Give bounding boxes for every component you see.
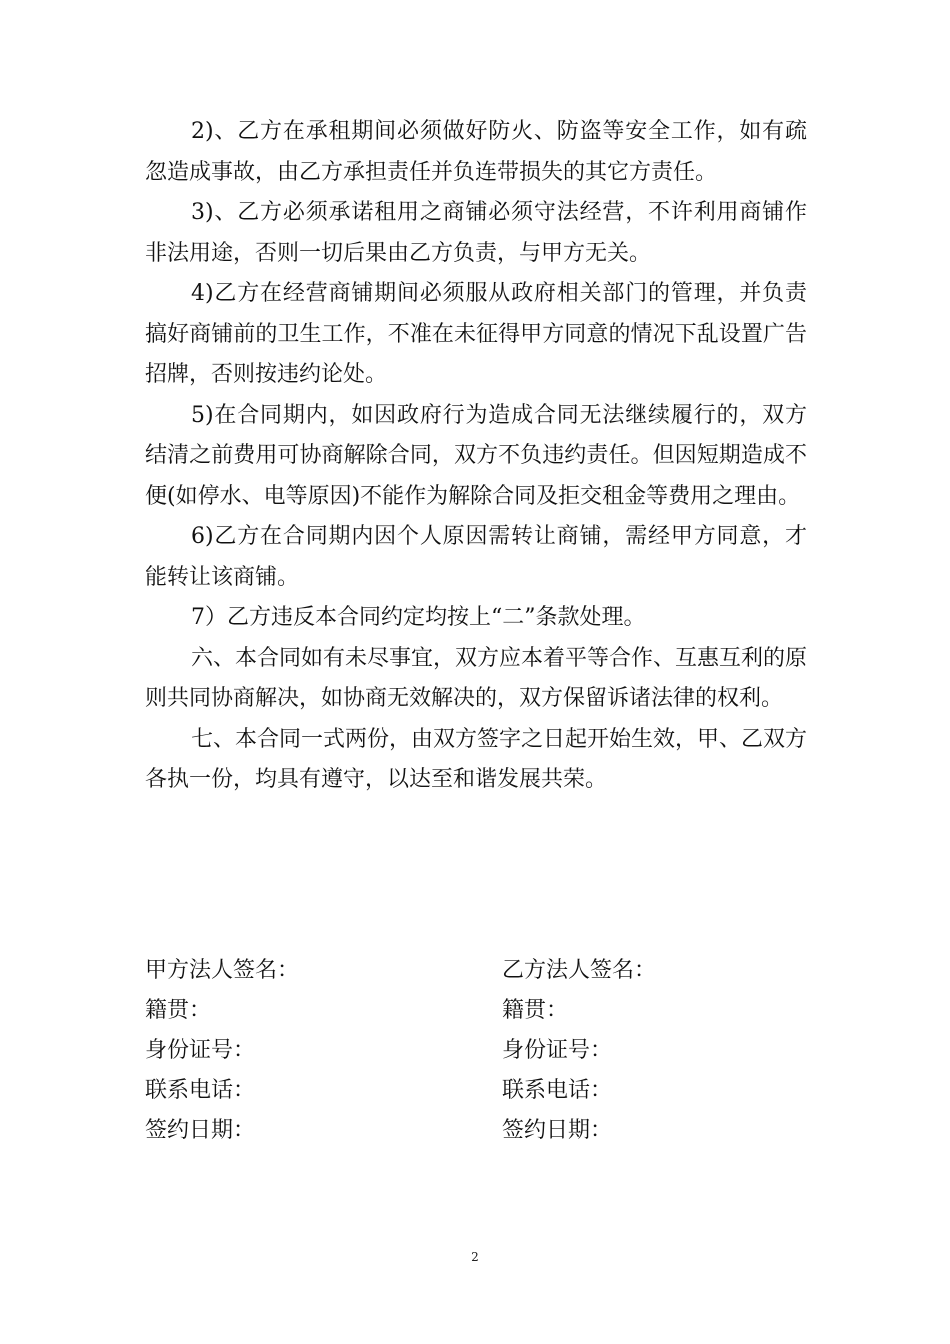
party-a-phone-label: 联系电话： [145, 1077, 256, 1103]
party-a-native-place-label: 籍贯： [145, 997, 212, 1023]
clause-6-transfer: 6)乙方在合同期内因个人原因需转让商铺，需经甲方同意，才能转让该商铺。 [145, 524, 807, 590]
signature-row-legal [145, 948, 807, 988]
signature-row-sign-date [145, 1108, 807, 1148]
party-b-legal-signature-label: 乙方法人签名： [502, 957, 657, 983]
party-b-phone-label: 联系电话： [502, 1077, 613, 1103]
page-number: 2 [471, 1250, 479, 1264]
party-b-native-place-label: 籍贯： [502, 997, 569, 1023]
signature-row-phone [145, 1068, 807, 1108]
signature-row-id-number [145, 1028, 807, 1068]
article-7-copies-effect: 七、本合同一式两份，由双方签字之日起开始生效，甲、乙双方各执一份，均具有遵守，以达至和谐发展共荣。 [145, 726, 808, 792]
party-a-legal-signature-label: 甲方法人签名： [145, 957, 300, 983]
party-a-sign-date-label: 签约日期： [145, 1117, 256, 1143]
clause-4-government-management: 4)乙方在经营商铺期间必须服从政府相关部门的管理，并负责搞好商铺前的卫生工作，不准在未征得甲方同意的情况下乱设置广告招牌，否则按违约论处。 [145, 281, 807, 387]
signature-row-native-place [145, 988, 807, 1028]
party-b-id-number-label: 身份证号： [502, 1037, 613, 1063]
clause-3-lawful-operation: 3)、乙方必须承诺租用之商铺必须守法经营，不许利用商铺作非法用途，否则一切后果由乙方负责，与甲方无关。 [145, 200, 807, 266]
party-a-id-number-label: 身份证号： [145, 1037, 256, 1063]
signature-block [145, 948, 807, 1148]
clause-2-fire-safety: 2)、乙方在承租期间必须做好防火、防盗等安全工作，如有疏忽造成事故，由乙方承担责任并负连带损失的其它方责任。 [145, 119, 807, 185]
article-6-unresolved-matters: 六、本合同如有未尽事宜，双方应本着平等合作、互惠互利的原则共同协商解决，如协商无效解决的，双方保留诉诸法律的权利。 [145, 645, 808, 711]
contract-clauses [145, 112, 807, 801]
clause-7-breach: 7）乙方违反本合同约定均按上“二”条款处理。 [191, 605, 646, 630]
clause-5-contract-termination: 5)在合同期内，如因政府行为造成合同无法继续履行的，双方结清之前费用可协商解除合同，双方不负违约责任。但因短期造成不便(如停水、电等原因)不能作为解除合同及拒交租金等费用之理由。 [145, 402, 807, 509]
party-b-sign-date-label: 签约日期： [502, 1117, 613, 1143]
